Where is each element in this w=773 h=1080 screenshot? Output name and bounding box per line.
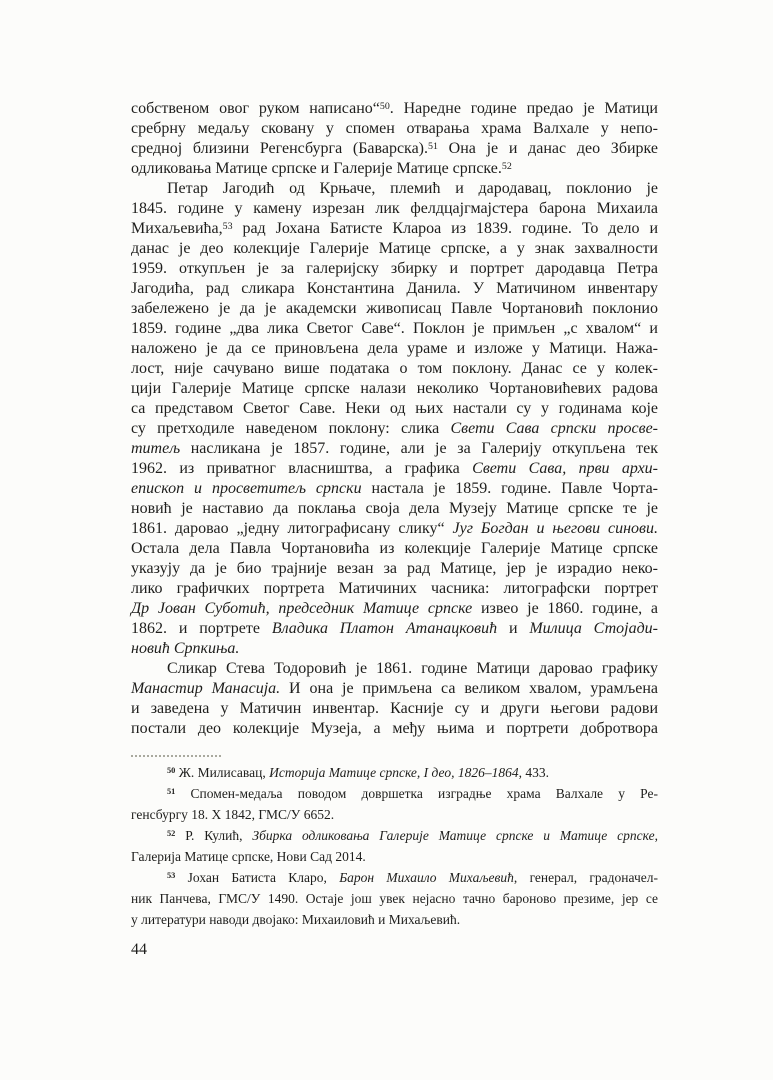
- body-line: Сликар Стева Тодоровић је 1861. године Матици даровао графику: [167, 660, 658, 677]
- body-line: Остала дела Павла Чортановића из колекције Галерије Матице српске: [131, 540, 658, 557]
- body-line: Петар Јагодић од Крњаче, племић и дародавац, поклонио је: [167, 180, 658, 197]
- footnote-line: Галерија Матице српске, Нови Сад 2014.: [131, 849, 366, 864]
- footnote-line: $^{50}$ Ж. Милисавац, Историја Матице српске, I део, 1826–1864, 433.: [167, 765, 549, 780]
- body-line: 1862. и портрете Владика Платон Атанацковић и Милица Стојади-: [131, 620, 658, 637]
- body-line: титељ насликана је 1857. године, али је за Галерију откупљена тек: [131, 440, 658, 457]
- body-line: епископ и просветитељ српски настала је 1859. године. Павле Чорта-: [131, 480, 658, 497]
- footnote-line: $^{51}$ Спомен-медаља поводом довршетка изградње храма Валхале у Ре-: [167, 786, 658, 801]
- footnote-line: ник Панчева, ГМС/У 1490. Остаје још увек нејасно тачно бароново презиме, јер се: [131, 891, 658, 906]
- body-line: средној близини Регенсбурга (Баварска).$^{51}$ Она је и данас део Збирке: [131, 140, 658, 157]
- body-line: и заведена у Матичин инвентар. Касније су и други његови радови: [131, 700, 658, 717]
- body-line: 1962. из приватног власништва, а графика Свети Сава, први архи-: [131, 460, 658, 477]
- body-line: забележено је да је академски живописац Павле Чортановић поклонио: [131, 300, 658, 317]
- body-line: наложено је да се приновљена дела ураме и изложе у Матици. Нажа-: [131, 340, 658, 357]
- body-line: одликовања Матице српске и Галерије Матице српске.$^{52}$: [131, 160, 512, 177]
- body-line: 1861. даровао „једну литографисану слику“ Југ Богдан и његови синови.: [131, 520, 658, 537]
- body-line: лико графичких портрета Матичиних часника: литографски портрет: [131, 580, 658, 597]
- body-line: новић је наставио да поклања своја дела Музеју Матице српске те је: [131, 500, 658, 517]
- body-line: цији Галерије Матице српске налази неколико Чортановићевих радова: [131, 380, 658, 397]
- page-number: 44: [131, 941, 147, 958]
- body-line: Михаљевића,$^{53}$ рад Јохана Батисте Клароа из 1839. године. То дело и: [131, 220, 658, 237]
- body-line: Јагодића, рад сликара Константина Данила. У Матичином инвентару: [131, 280, 658, 297]
- text-column: [131, 99, 658, 959]
- footnote-separator: [131, 755, 221, 757]
- body-line: су претходиле наведеном поклону: слика Свети Сава српски просве-: [131, 420, 659, 437]
- footnote-line: генсбургу 18. X 1842, ГМС/У 6652.: [131, 807, 335, 822]
- body-line: Др Јован Суботић, председник Матице српске извео је 1860. године, а: [131, 600, 658, 617]
- body-line: собственом овог руком написано“$^{50}$. Наредне године предао је Матици: [131, 100, 658, 117]
- body-line: са представом Светог Саве. Неки од њих настали су у годинама које: [131, 400, 658, 417]
- body-line: указују да је био трајније везан за рад Матице, јер је израдио неко-: [131, 560, 658, 577]
- body-line: 1959. откупљен је за галеријску збирку и портрет дародавца Петра: [131, 260, 658, 277]
- body-text: [131, 99, 658, 739]
- footnotes: [131, 762, 658, 930]
- body-line: лост, није сачувано више података о том поклону. Данас се у колек-: [131, 360, 658, 377]
- body-line: 1859. године „два лика Светог Саве“. Поклон је примљен „с хвалом“ и: [131, 320, 658, 337]
- body-line: Манастир Манасија. И она је примљена са великом хвалом, урамљена: [131, 680, 659, 697]
- body-line: постали део колекције Музеја, а међу њима и портрети добротвора: [131, 720, 658, 737]
- body-line: сребрну медаљу сковану у спомен отварања храма Валхале у непо-: [131, 120, 658, 137]
- footnote-line: $^{52}$ Р. Кулић, Збирка одликовања Галерије Матице српске и Матице српске,: [167, 828, 658, 843]
- body-line: новић Српкиња.: [131, 640, 240, 657]
- body-line: данас је део колекције Галерије Матице српске, а у знак захвалности: [131, 240, 658, 257]
- footnote-line: $^{53}$ Јохан Батиста Кларо, Барон Михаило Михаљевић, генерал, градоначел-: [167, 870, 658, 885]
- footnote-line: у литератури наводи двојако: Михаиловић и Михаљевић.: [131, 912, 461, 927]
- body-line: 1845. године у камену изрезан лик фелдцајгмајстера барона Михаила: [131, 200, 658, 217]
